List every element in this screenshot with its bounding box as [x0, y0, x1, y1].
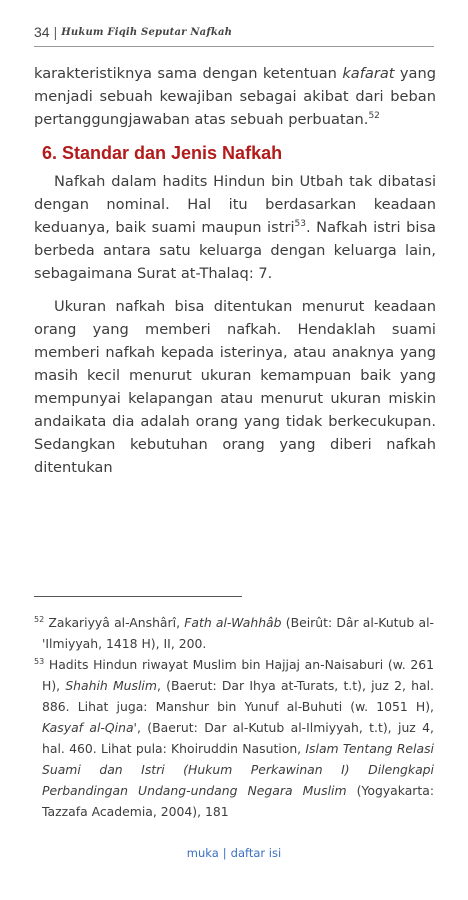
paragraph-2: Nafkah dalam hadits Hindun bin Utbah tak dibatasi dengan nominal. Hal itu berdasarkan keadaan keduanya, baik suami maupun istri$^{53}$. Nafkah istri bisa berbeda antara satu keluarga dengan keluarga lain, sebagaimana Surat at-Thalaq: 7. [34, 173, 436, 282]
page-header [34, 24, 232, 40]
table-of-contents-link[interactable]: daftar isi [230, 846, 282, 860]
main-content [34, 62, 436, 479]
footnote-53: $^{53}$ Hadits Hindun riwayat Muslim bin Hajjaj an-Naisaburi (w. 261 H), Shahih Muslim, (Baerut: Dar Ihya at-Turats, t.t), juz 2, hal. 886. Lihat juga: Manshur bin Yunuf al-Buhuti (w. 1051 H), Kasyaf al-Qina', (Baerut: Dar al-Kutub al-Ilmiyyah, t.t), juz 4, hal. 460. Lihat pula: Khoiruddin Nasution, Islam Tentang Relasi Suami dan Istri (Hukum Perkawinan I) Dilengkapi Perbandingan Undang-undang Negara Muslim (Yogyakarta: Tazzafa Academia, 2004), 181 [34, 656, 435, 819]
section-heading: 6. Standar dan Jenis Nafkah [42, 143, 283, 163]
paragraph-3: Ukuran nafkah bisa ditentukan menurut keadaan orang yang memberi nafkah. Hendaklah suami memberi nafkah kepada isterinya, atau anaknya yang masih kecil menurut ukuran kemampuan baik yang mempunyai kelapangan atau menurut ukuran miskin andaikata dia adalah orang yang tidak berkecukupan. Sedangkan kebutuhan orang yang diberi nafkah ditentukan [34, 298, 436, 476]
running-title: Hukum Fiqih Seputar Nafkah [61, 26, 233, 38]
footnote-ref-52[interactable]: 52 [368, 111, 380, 122]
nav-separator: | [222, 846, 227, 860]
paragraph-1: karakteristiknya sama dengan ketentuan kafarat yang menjadi sebuah kewajiban sebagai akibat dari beban pertanggungjawaban atas sebuah perbuatan.$^{52}$ [34, 65, 437, 128]
footnote-ref-53[interactable]: 53 [294, 219, 306, 230]
header-separator: | [53, 24, 58, 40]
page-number: 34 [34, 24, 50, 40]
paragraph-gap [34, 285, 436, 295]
home-link[interactable]: muka [186, 846, 219, 860]
page-navigation [0, 846, 468, 860]
footnote-rule [34, 596, 242, 597]
footnote-52: $^{52}$ Zakariyyâ al-Anshârî, Fath al-Wahhâb (Beirût: Dâr al-Kutub al-'Ilmiyyah, 1418 H), II, 200. [34, 614, 434, 651]
header-rule [34, 46, 434, 47]
footnotes [34, 612, 434, 822]
